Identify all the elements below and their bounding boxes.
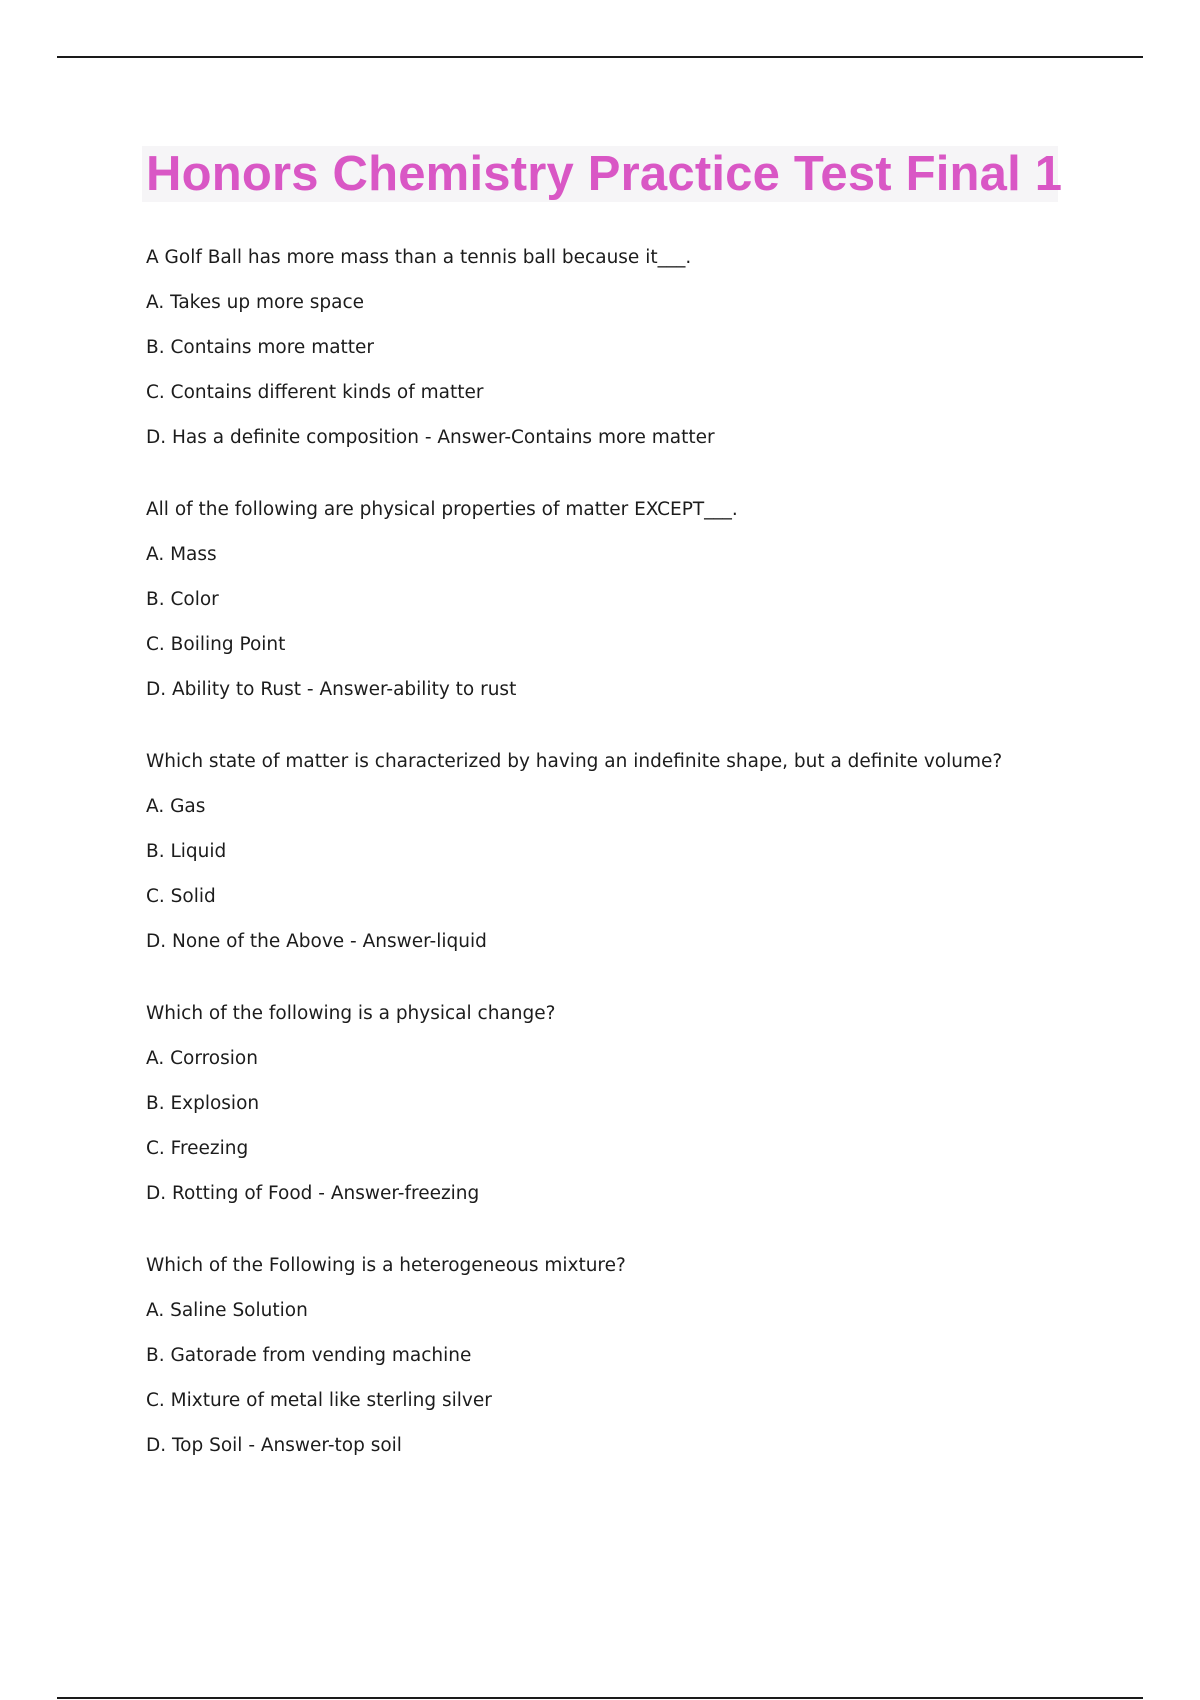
question-block	[146, 748, 1106, 955]
question-block	[146, 1000, 1106, 1207]
answer-option: A. Corrosion	[146, 1048, 258, 1069]
document-title: Honors Chemistry Practice Test Final 1	[146, 147, 1063, 201]
question-prompt: A Golf Ball has more mass than a tennis ball because it___.	[146, 247, 692, 268]
answer-option: D. Has a definite composition - Answer-Contains more matter	[146, 427, 715, 448]
answer-option: A. Mass	[146, 544, 217, 565]
question-prompt: Which of the Following is a heterogeneous mixture?	[146, 1255, 626, 1276]
question-block	[146, 496, 1106, 703]
answer-option: B. Liquid	[146, 841, 227, 862]
answer-option: C. Mixture of metal like sterling silver	[146, 1390, 492, 1411]
answer-option: A. Saline Solution	[146, 1300, 308, 1321]
answer-option: C. Freezing	[146, 1138, 249, 1159]
question-prompt: Which state of matter is characterized by having an indefinite shape, but a definite volume?	[146, 751, 1003, 772]
question-prompt: Which of the following is a physical change?	[146, 1003, 556, 1024]
answer-option: B. Contains more matter	[146, 337, 375, 358]
answer-option: A. Takes up more space	[146, 292, 365, 313]
header-rule	[57, 56, 1143, 58]
question-prompt: All of the following are physical properties of matter EXCEPT___.	[146, 499, 738, 520]
footer-rule	[57, 1697, 1143, 1699]
answer-option: B. Explosion	[146, 1093, 260, 1114]
answer-option: C. Solid	[146, 886, 216, 907]
answer-option: D. Rotting of Food - Answer-freezing	[146, 1183, 480, 1204]
question-block	[146, 244, 1106, 451]
answer-option: B. Gatorade from vending machine	[146, 1345, 472, 1366]
answer-option: A. Gas	[146, 796, 206, 817]
question-block	[146, 1252, 1106, 1459]
answer-option: D. Top Soil - Answer-top soil	[146, 1435, 402, 1456]
answer-option: C. Contains different kinds of matter	[146, 382, 484, 403]
answer-option: D. Ability to Rust - Answer-ability to rust	[146, 679, 517, 700]
question-list	[146, 244, 1106, 1504]
answer-option: B. Color	[146, 589, 219, 610]
answer-option: D. None of the Above - Answer-liquid	[146, 931, 487, 952]
answer-option: C. Boiling Point	[146, 634, 286, 655]
